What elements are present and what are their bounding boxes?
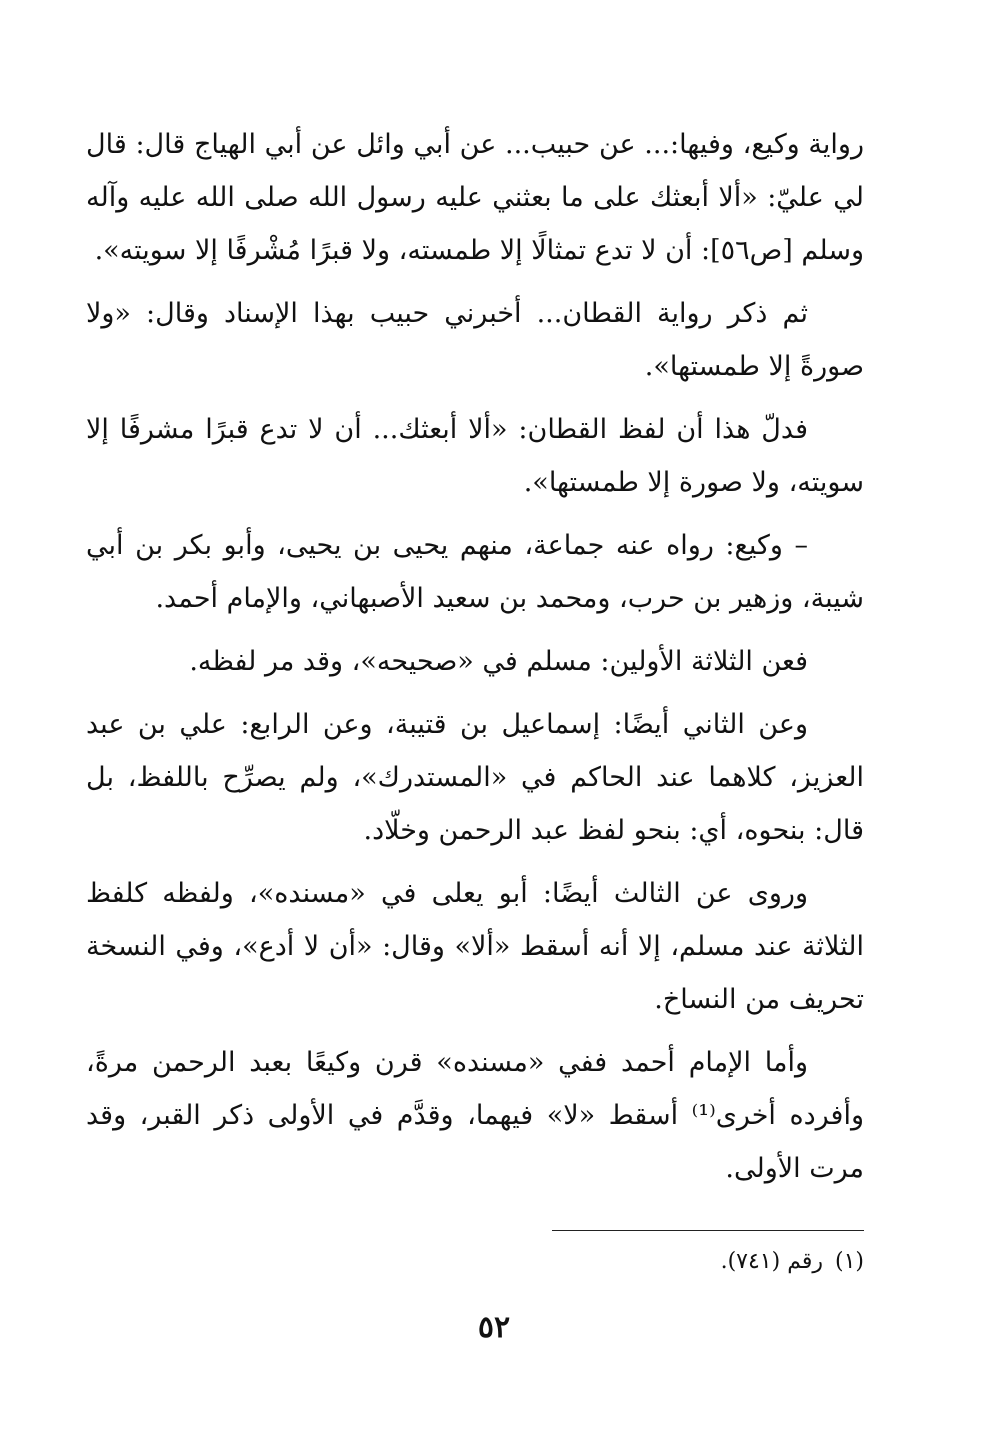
text-line: [ص٥٦]: أن لا تدع تمثالًا إلا طمسته، ولا قبرًا مُشْرفًا إلا سويته». xyxy=(94,235,793,266)
text-line: فعن الثلاثة الأولين: مسلم في «صحيحه»، وقد مر لفظه. xyxy=(189,646,808,677)
footnotes xyxy=(264,1245,864,1279)
text-line: وروى عن الثالث أيضًا: أبو يعلى في «مسنده»، ولفظه كلفظ الثلاثة عند xyxy=(86,878,864,962)
paragraph xyxy=(86,519,864,625)
text-line: وعن الثاني أيضًا: إسماعيل بن قتيبة، وعن الرابع: علي بن عبد العزيز، xyxy=(86,709,864,793)
text-line: شيبة، وزهير بن حرب، ومحمد بن سعيد الأصبهاني، والإمام أحمد. xyxy=(155,583,864,614)
paragraph xyxy=(86,698,864,857)
text-line: ولا صورة إلا طمستها». xyxy=(523,467,780,498)
text-line: فدلّ هذا أن لفظ القطان: «ألا أبعثك... أن لا تدع قبرًا مشرفًا إلا سويته، xyxy=(86,414,864,498)
paragraph xyxy=(86,635,864,688)
paragraph xyxy=(86,287,864,393)
paragraph xyxy=(86,867,864,1026)
text-line: مسلم، إلا أنه أسقط «ألا» وقال: «أن لا أدع»، وفي النسخة تحريف من xyxy=(86,931,864,1015)
text-line: النساخ. xyxy=(654,984,737,1015)
text-line: رواية وكيع، وفيها:... عن حبيب... عن أبي وائل عن أبي الهياج قال: قال xyxy=(86,129,864,160)
text-line: أي: بنحو لفظ عبد الرحمن وخلّاد. xyxy=(363,815,728,846)
text-line: أخرى⁽¹⁾ أسقط «لا» فيهما، وقدَّم في الأولى ذكر القبر، وقد مرت الأولى. xyxy=(86,1100,864,1184)
text-line: كلاهما عند الحاكم في «المستدرك»، ولم يصرِّح باللفظ، بل قال: بنحوه، xyxy=(86,762,864,846)
text-line: – وكيع: رواه عنه جماعة، منهم يحيى بن يحيى، وأبو بكر بن أبي xyxy=(86,530,808,561)
footnote-text: رقم (٧٤١). xyxy=(720,1249,823,1274)
footnote-separator xyxy=(552,1230,864,1231)
paragraph xyxy=(86,118,864,277)
footnote-number: (١) xyxy=(834,1249,864,1274)
paragraph xyxy=(86,1036,864,1195)
footnote xyxy=(264,1245,864,1279)
text-line: ثم ذكر رواية القطان... أخبرني حبيب بهذا الإسناد وقال: «ولا صورةً xyxy=(86,298,864,382)
text-line: لي عليّ: «ألا أبعثك على ما بعثني عليه رسول الله صلى الله عليه وآله وسلم xyxy=(86,182,864,266)
text-line: إلا طمستها». xyxy=(644,351,792,382)
main-text xyxy=(86,118,864,1205)
text-line: وأما الإمام أحمد ففي «مسنده» قرن وكيعًا بعبد الرحمن مرةً، وأفرده xyxy=(86,1047,864,1131)
paragraph xyxy=(86,403,864,509)
page-number: ٥٢ xyxy=(477,1310,511,1345)
